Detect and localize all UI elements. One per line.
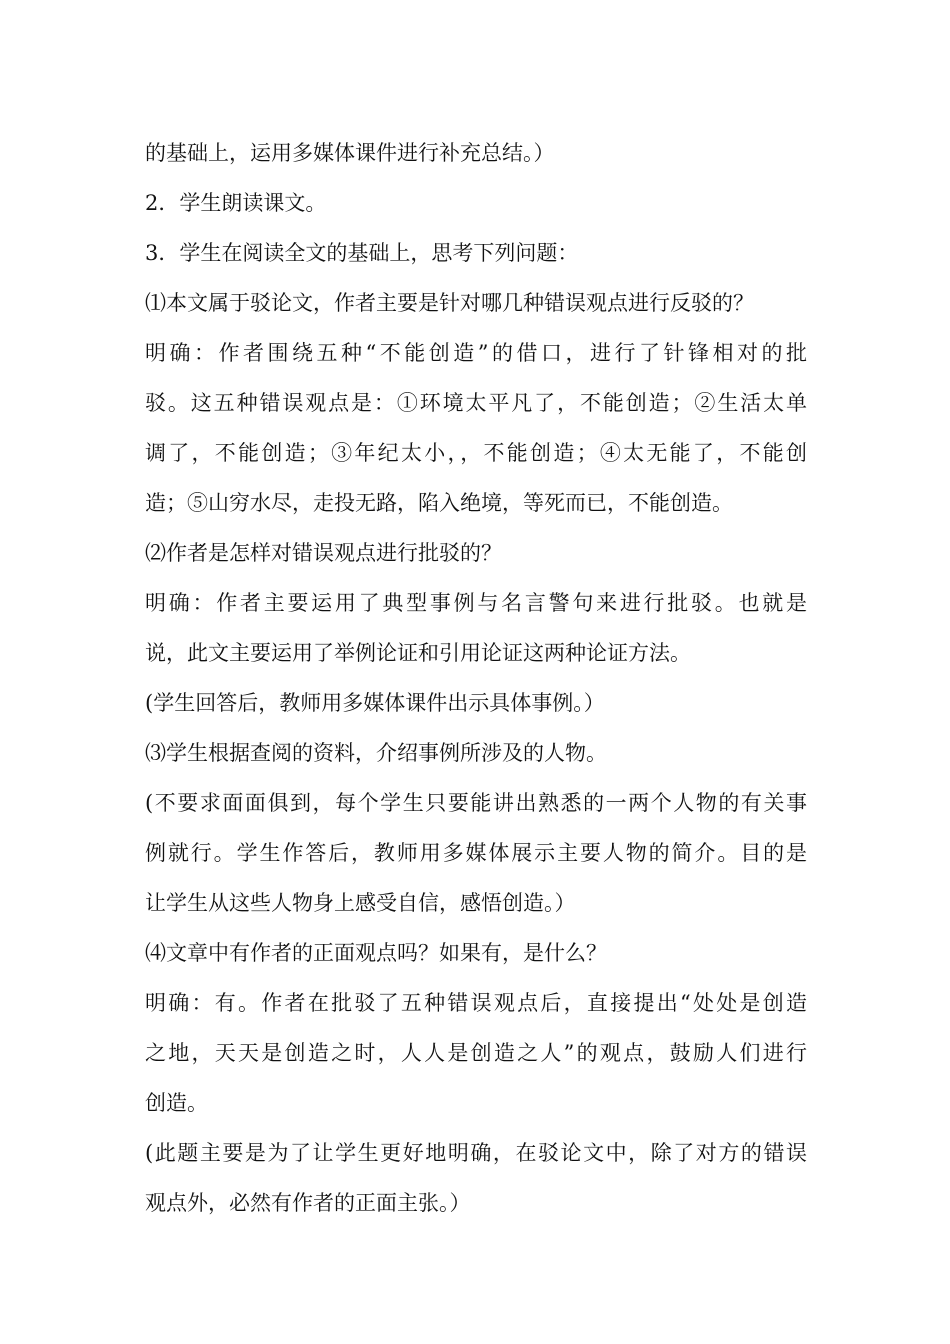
teacher-note: 观点外，必然有作者的正面主张。） xyxy=(145,1191,471,1215)
document-body xyxy=(145,128,807,1228)
question-3: ⑶学生根据查阅的资料，介绍事例所涉及的人物。 xyxy=(145,741,607,765)
answer-line: 造；⑤山穷水尽，走投无路，陷入绝境，等死而已，不能创造。 xyxy=(145,491,733,515)
teacher-note: (不要求面面俱到，每个学生只要能讲出熟悉的一两个人物的有关事 xyxy=(145,791,807,815)
teacher-note: (此题主要是为了让学生更好地明确，在驳论文中，除了对方的错误 xyxy=(145,1141,807,1165)
answer-line: 创造。 xyxy=(145,1091,208,1115)
answer-line: 调了，不能创造；③年纪太小，，不能创造；④太无能了，不能创 xyxy=(145,441,807,465)
question-4: ⑷文章中有作者的正面观点吗？如果有，是什么？ xyxy=(145,941,607,965)
answer-line: 明确：作者围绕五种“不能创造”的借口，进行了针锋相对的批 xyxy=(145,341,807,365)
answer-line: 之地，天天是创造之时，人人是创造之人”的观点，鼓励人们进行 xyxy=(145,1041,807,1065)
answer-line: 驳。这五种错误观点是：①环境太平凡了，不能创造；②生活太单 xyxy=(145,391,807,415)
answer-line: 明确：有。作者在批驳了五种错误观点后，直接提出“处处是创造 xyxy=(145,991,807,1015)
question-1: ⑴本文属于驳论文，作者主要是针对哪几种错误观点进行反驳的？ xyxy=(145,291,754,315)
question-2: ⑵作者是怎样对错误观点进行批驳的？ xyxy=(145,541,502,565)
teacher-note: 例就行。学生作答后，教师用多媒体展示主要人物的简介。目的是 xyxy=(145,841,807,865)
teacher-note: 让学生从这些人物身上感受自信，感悟创造。） xyxy=(145,891,576,915)
answer-line: 说，此文主要运用了举例论证和引用论证这两种论证方法。 xyxy=(145,641,691,665)
text-line: 2．学生朗读课文。 xyxy=(145,191,327,215)
text-line: 的基础上，运用多媒体课件进行补充总结。） xyxy=(145,141,555,165)
text-line: 3．学生在阅读全文的基础上，思考下列问题： xyxy=(145,241,579,265)
teacher-note: (学生回答后，教师用多媒体课件出示具体事例。） xyxy=(145,691,605,715)
answer-line: 明确：作者主要运用了典型事例与名言警句来进行批驳。也就是 xyxy=(145,591,807,615)
